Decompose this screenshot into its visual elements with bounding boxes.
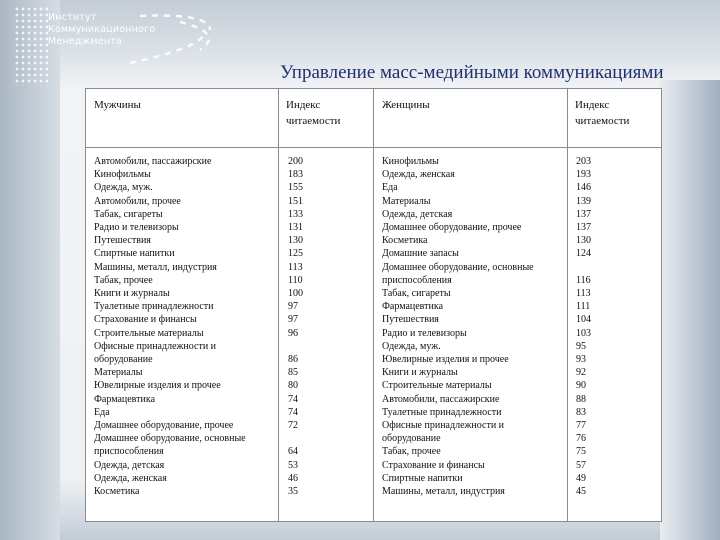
readership-index: 86 xyxy=(288,354,298,366)
readership-table xyxy=(85,88,662,522)
institute-logo xyxy=(48,12,155,48)
table-row xyxy=(382,393,586,406)
women-column xyxy=(382,155,591,498)
readership-index: 146 xyxy=(576,182,591,194)
category-name: Домашнее оборудование, основные приспособления xyxy=(94,433,246,458)
readership-index: 131 xyxy=(288,222,303,234)
table-row xyxy=(382,445,586,458)
header-index-women: Индекс читаемости xyxy=(575,99,630,127)
table-row xyxy=(94,168,303,181)
category-name: Автомобили, прочее xyxy=(94,195,181,207)
table-row xyxy=(94,393,298,406)
readership-index: 193 xyxy=(576,169,591,181)
men-column xyxy=(94,155,303,498)
table-row xyxy=(94,221,303,234)
readership-index: 116 xyxy=(576,274,591,286)
readership-index: 96 xyxy=(288,327,298,339)
table-row xyxy=(382,221,591,234)
category-name: Офисные принадлежности и оборудование xyxy=(94,340,217,366)
category-name: Табак, сигареты xyxy=(94,208,163,220)
table-row xyxy=(382,327,591,340)
readership-index: 88 xyxy=(576,393,586,405)
table-row xyxy=(382,340,586,353)
readership-index: 100 xyxy=(288,288,303,300)
category-name: Домашнее оборудование, прочее xyxy=(382,222,522,234)
category-name: Одежда, женская xyxy=(382,169,455,181)
table-row xyxy=(382,287,591,300)
readership-index: 113 xyxy=(288,261,303,273)
category-name: Табак, прочее xyxy=(94,274,153,286)
readership-index: 45 xyxy=(576,486,586,498)
column-divider xyxy=(373,89,374,521)
category-name: Путешествия xyxy=(94,235,151,247)
readership-index: 155 xyxy=(288,182,303,194)
category-name: Домашнее оборудование, основные приспособления xyxy=(382,261,534,286)
category-name: Домашнее оборудование, прочее xyxy=(94,420,234,432)
readership-index: 125 xyxy=(288,248,303,260)
readership-index: 64 xyxy=(288,446,298,458)
readership-index: 57 xyxy=(576,459,586,471)
table-row xyxy=(94,406,298,419)
category-name: Фармацевтика xyxy=(94,393,156,405)
slide-title: Управление масс-медийными коммуникациями xyxy=(280,62,664,83)
logo-line: Коммуникационного xyxy=(48,24,156,35)
table-row xyxy=(94,261,303,274)
table-row xyxy=(382,261,591,287)
readership-index: 104 xyxy=(576,314,591,326)
category-name: Ювелирные изделия и прочее xyxy=(94,380,221,392)
table-row xyxy=(382,247,591,260)
category-name: Табак, сигареты xyxy=(382,288,451,300)
readership-index: 75 xyxy=(576,446,586,458)
table-row xyxy=(382,432,586,445)
category-name: Одежда, детская xyxy=(94,459,165,471)
column-divider xyxy=(567,89,568,521)
readership-index: 151 xyxy=(288,195,303,207)
category-name: Кинофильмы xyxy=(382,156,439,167)
table-row xyxy=(94,300,298,313)
table-row xyxy=(94,313,298,326)
category-name: Табак, прочее xyxy=(382,446,441,458)
category-name: Косметика xyxy=(382,235,428,247)
category-name: Еда xyxy=(94,406,110,418)
readership-index: 74 xyxy=(288,406,298,418)
category-name: Страхование и финансы xyxy=(382,459,485,471)
category-name: Домашние запасы xyxy=(382,248,459,260)
table-row xyxy=(382,419,586,432)
readership-index: 203 xyxy=(576,156,591,167)
table-row xyxy=(382,234,591,247)
category-name: оборудование xyxy=(382,433,441,445)
table-row xyxy=(382,313,591,326)
category-name: Еда xyxy=(382,182,398,194)
table-row xyxy=(94,340,298,366)
category-name: Строительные материалы xyxy=(382,380,492,392)
category-name: Фармацевтика xyxy=(382,301,444,313)
readership-index: 76 xyxy=(576,433,586,445)
readership-index: 139 xyxy=(576,195,591,207)
category-name: Материалы xyxy=(382,195,431,207)
category-name: Материалы xyxy=(94,367,143,379)
category-name: Одежда, детская xyxy=(382,208,453,220)
table-row xyxy=(382,353,586,366)
category-name: Машины, металл, индустрия xyxy=(382,486,505,498)
column-divider xyxy=(278,89,279,521)
readership-index: 46 xyxy=(288,472,298,484)
table-row xyxy=(382,208,591,221)
header-index-men: Индекс читаемости xyxy=(286,99,341,127)
readership-index: 97 xyxy=(288,301,298,313)
category-name: Радио и телевизоры xyxy=(94,222,179,234)
table-row xyxy=(382,485,586,498)
category-name: Ювелирные изделия и прочее xyxy=(382,354,509,366)
category-name: Страхование и финансы xyxy=(94,314,197,326)
readership-index: 97 xyxy=(288,314,298,326)
table-row xyxy=(94,472,298,485)
readership-index: 130 xyxy=(576,235,591,247)
logo-dots xyxy=(14,6,48,86)
table-row xyxy=(94,419,298,432)
table-row xyxy=(382,155,591,168)
table-row xyxy=(94,485,298,498)
readership-index: 83 xyxy=(576,406,586,418)
logo-line: Менеджмента xyxy=(48,36,123,47)
table-row xyxy=(94,432,298,458)
category-name: Автомобили, пассажирские xyxy=(382,393,500,405)
readership-index: 124 xyxy=(576,248,591,260)
readership-index: 72 xyxy=(288,420,298,432)
table-row xyxy=(94,459,298,472)
readership-index: 77 xyxy=(576,420,586,432)
table-row xyxy=(94,327,298,340)
readership-index: 93 xyxy=(576,354,586,366)
category-name: Туалетные принадлежности xyxy=(382,406,502,418)
table-row xyxy=(94,181,303,194)
table-row xyxy=(382,366,586,379)
table-row xyxy=(94,234,303,247)
table-row xyxy=(94,195,303,208)
table-row xyxy=(94,366,298,379)
readership-index: 92 xyxy=(576,367,586,379)
category-name: Спиртные напитки xyxy=(382,472,463,484)
header-men: Мужчины xyxy=(94,99,141,111)
readership-index: 35 xyxy=(288,486,298,498)
readership-index: 111 xyxy=(576,301,591,313)
table-row xyxy=(382,379,586,392)
readership-index: 137 xyxy=(576,208,591,220)
logo-line: Институт xyxy=(48,12,97,23)
category-name: Спиртные напитки xyxy=(94,248,175,260)
readership-index: 130 xyxy=(288,235,303,247)
header-women: Женщины xyxy=(382,99,430,111)
category-name: Путешествия xyxy=(382,314,439,326)
table-row xyxy=(382,300,591,313)
table-row xyxy=(94,208,303,221)
table-row xyxy=(382,195,591,208)
readership-index: 133 xyxy=(288,208,303,220)
readership-index: 110 xyxy=(288,274,303,286)
category-name: Книги и журналы xyxy=(94,288,170,300)
readership-index: 183 xyxy=(288,169,303,181)
category-name: Туалетные принадлежности xyxy=(94,301,214,313)
readership-index: 95 xyxy=(576,340,586,352)
readership-index: 53 xyxy=(288,459,298,471)
category-name: Одежда, женская xyxy=(94,472,167,484)
table-row xyxy=(94,274,303,287)
readership-index: 137 xyxy=(576,222,591,234)
category-name: Книги и журналы xyxy=(382,367,458,379)
table-row xyxy=(94,379,298,392)
table-row xyxy=(94,155,303,168)
category-name: Автомобили, пассажирские xyxy=(94,156,212,167)
table-row xyxy=(382,472,586,485)
readership-index: 113 xyxy=(576,288,591,300)
slide-right-band xyxy=(660,80,720,540)
readership-index: 74 xyxy=(288,393,298,405)
category-name: Одежда, муж. xyxy=(382,340,441,352)
table-row xyxy=(382,168,591,181)
table-row xyxy=(382,406,586,419)
readership-index: 49 xyxy=(576,472,586,484)
category-name: Офисные принадлежности и xyxy=(382,420,505,432)
category-name: Кинофильмы xyxy=(94,169,151,181)
table-row xyxy=(94,287,303,300)
readership-index: 90 xyxy=(576,380,586,392)
category-name: Строительные материалы xyxy=(94,327,204,339)
table-row xyxy=(382,459,586,472)
readership-index: 103 xyxy=(576,327,591,339)
category-name: Косметика xyxy=(94,486,140,498)
table-row xyxy=(382,181,591,194)
readership-index: 200 xyxy=(288,156,303,167)
category-name: Одежда, муж. xyxy=(94,182,153,194)
readership-index: 85 xyxy=(288,367,298,379)
table-row xyxy=(94,247,303,260)
readership-index: 80 xyxy=(288,380,298,392)
category-name: Радио и телевизоры xyxy=(382,327,467,339)
category-name: Машины, металл, индустрия xyxy=(94,261,217,273)
